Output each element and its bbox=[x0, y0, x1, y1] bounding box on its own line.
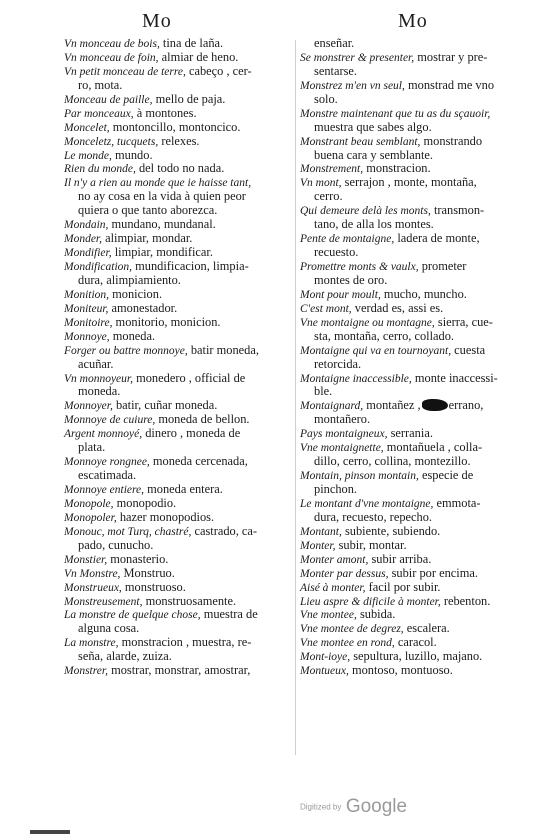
french-headword: Monnoyer, bbox=[64, 400, 113, 413]
french-headword: Vne montaignette, bbox=[300, 442, 384, 455]
french-headword: Pays montaigneux, bbox=[300, 428, 388, 441]
dictionary-line bbox=[300, 455, 522, 469]
spanish-gloss: moneda de bellon. bbox=[155, 412, 250, 427]
spanish-gloss: monasterio. bbox=[107, 551, 169, 566]
french-headword: Monstrement, bbox=[300, 163, 364, 176]
french-headword: Montueux, bbox=[300, 665, 349, 678]
dictionary-line bbox=[64, 455, 292, 469]
dictionary-line bbox=[300, 525, 522, 539]
running-head-right: Mo bbox=[398, 10, 428, 32]
french-headword: Vn monceau de bois, bbox=[64, 38, 160, 50]
spanish-gloss: montañuela , colla- bbox=[383, 440, 483, 455]
dictionary-line bbox=[64, 232, 292, 246]
spanish-gloss: mundano, mundanal. bbox=[108, 217, 216, 232]
dictionary-line bbox=[64, 525, 292, 539]
french-headword: Pente de montaigne, bbox=[300, 233, 395, 246]
french-headword: Le montant d'vne montaigne, bbox=[300, 497, 434, 510]
spanish-gloss: moneda cercenada, bbox=[149, 454, 248, 469]
dictionary-line bbox=[300, 483, 522, 497]
spanish-gloss: plata. bbox=[78, 440, 106, 455]
dictionary-line bbox=[300, 316, 522, 330]
spanish-gloss: montañez , bbox=[363, 398, 421, 413]
spanish-gloss: recuesto. bbox=[314, 245, 359, 260]
french-headword: Monition, bbox=[64, 288, 110, 301]
french-headword: Monstrez m'en vn seul, bbox=[300, 79, 405, 92]
spanish-gloss: no ay cosa en la vida à quien peor bbox=[78, 189, 246, 204]
spanish-gloss: montes de oro. bbox=[314, 272, 388, 287]
spanish-gloss: muestra de bbox=[200, 607, 258, 622]
dictionary-line bbox=[64, 316, 292, 330]
spanish-gloss: enseñar. bbox=[314, 36, 355, 50]
french-headword: Monnoye, bbox=[64, 330, 110, 343]
french-headword: Montaigne qui va en tournoyant, bbox=[300, 344, 452, 357]
spanish-gloss: hazer monopodios. bbox=[116, 509, 215, 524]
spanish-gloss: castrado, ca- bbox=[191, 523, 258, 538]
dictionary-line bbox=[64, 539, 292, 553]
dictionary-line bbox=[300, 65, 522, 79]
dictionary-line bbox=[64, 650, 292, 664]
dictionary-line bbox=[64, 399, 292, 413]
spanish-gloss: dura, recuesto, repecho. bbox=[314, 509, 432, 524]
spanish-gloss: buena cara y semblante. bbox=[314, 147, 434, 162]
spanish-gloss: dura, alimpiamiento. bbox=[78, 272, 181, 287]
spanish-gloss: almiar de heno. bbox=[158, 49, 239, 64]
dictionary-line bbox=[64, 190, 292, 204]
spanish-gloss: mundificacion, limpia- bbox=[132, 259, 249, 273]
right-column bbox=[300, 37, 522, 678]
dictionary-line bbox=[300, 107, 522, 121]
french-headword: Monstreusement, bbox=[64, 595, 143, 608]
french-headword: La monstre de quelque chose, bbox=[64, 609, 201, 622]
dictionary-line bbox=[300, 274, 522, 288]
dictionary-line bbox=[300, 636, 522, 650]
column-divider bbox=[295, 40, 296, 755]
french-headword: Monter amont, bbox=[300, 553, 369, 566]
dictionary-line bbox=[300, 302, 522, 316]
dictionary-line bbox=[64, 302, 292, 316]
dictionary-line bbox=[64, 37, 292, 51]
french-headword: Qui demeure delà les monts, bbox=[300, 205, 431, 218]
french-headword: Vne montee en rond, bbox=[300, 637, 395, 650]
spanish-gloss: mello de paja. bbox=[152, 91, 226, 106]
dictionary-line bbox=[64, 622, 292, 636]
french-headword: Monitoire, bbox=[64, 316, 113, 329]
dictionary-line bbox=[64, 581, 292, 595]
dictionary-line bbox=[64, 553, 292, 567]
french-headword: Montaignard, bbox=[300, 400, 364, 413]
dictionary-line bbox=[300, 121, 522, 135]
dictionary-line bbox=[300, 469, 522, 483]
french-headword: Il n'y a rien au monde que ie haisse tant, bbox=[64, 177, 252, 190]
dictionary-line bbox=[300, 288, 522, 302]
french-headword: Monstrer, bbox=[64, 665, 108, 678]
google-logo: Google bbox=[345, 796, 408, 817]
french-headword: Monouc, mot Turq, chastré, bbox=[64, 525, 192, 538]
spanish-gloss: dinero , moneda de bbox=[142, 426, 241, 441]
spanish-gloss: amonestador. bbox=[108, 300, 178, 315]
dictionary-line bbox=[64, 107, 292, 121]
french-headword: Vn monnoyeur, bbox=[64, 372, 133, 385]
spanish-gloss: monstruoso. bbox=[121, 579, 186, 594]
dictionary-line bbox=[300, 413, 522, 427]
spanish-gloss: tina de laña. bbox=[159, 36, 224, 50]
french-headword: Aisé à monter, bbox=[300, 581, 366, 594]
french-headword: Vne montee de degrez, bbox=[300, 623, 404, 636]
spanish-gloss: ro, mota. bbox=[78, 77, 123, 92]
french-headword: Mont pour moult, bbox=[300, 288, 381, 301]
spanish-gloss: escalera. bbox=[403, 621, 450, 636]
spanish-gloss: monicion. bbox=[109, 286, 163, 301]
spanish-gloss: monstracion. bbox=[363, 161, 431, 176]
dictionary-line bbox=[64, 636, 292, 650]
dictionary-line bbox=[64, 511, 292, 525]
french-headword: Le monde, bbox=[64, 149, 112, 162]
dictionary-line bbox=[64, 176, 292, 190]
dictionary-line bbox=[64, 218, 292, 232]
french-headword: Forger ou battre monnoye, bbox=[64, 344, 188, 357]
spanish-gloss: emmota- bbox=[433, 495, 481, 510]
digitized-watermark bbox=[300, 796, 407, 818]
spanish-gloss: montoso, montuoso. bbox=[348, 663, 453, 678]
spanish-gloss: subida. bbox=[356, 607, 396, 622]
running-head-left: Mo bbox=[142, 10, 172, 32]
dictionary-line bbox=[64, 608, 292, 622]
spanish-gloss: rebenton. bbox=[440, 593, 491, 608]
french-headword: Monopole, bbox=[64, 497, 114, 510]
french-headword: Vne montee, bbox=[300, 609, 357, 622]
dictionary-line bbox=[64, 358, 292, 372]
french-headword: Monstrant beau semblant, bbox=[300, 135, 421, 148]
dictionary-line bbox=[300, 176, 522, 190]
spanish-gloss: Monstruo. bbox=[120, 565, 175, 580]
spanish-gloss: alguna cosa. bbox=[78, 621, 140, 636]
spanish-gloss: monstracion , muestra, re- bbox=[118, 635, 252, 650]
spanish-gloss: cerro. bbox=[314, 189, 343, 204]
spanish-gloss: mucho, muncho. bbox=[380, 286, 467, 301]
scan-edge-mark bbox=[30, 830, 70, 834]
french-headword: Monstrueux, bbox=[64, 581, 122, 594]
dictionary-line bbox=[64, 330, 292, 344]
spanish-gloss: à montones. bbox=[133, 105, 197, 120]
spanish-gloss: pado, cunucho. bbox=[78, 537, 154, 552]
french-headword: Vn Monstre, bbox=[64, 567, 121, 580]
spanish-gloss: mundo. bbox=[111, 147, 153, 162]
spanish-gloss: montoncillo, montoncico. bbox=[109, 119, 241, 134]
french-headword: Monopoler, bbox=[64, 511, 117, 524]
french-headword: Vne montaigne ou montagne, bbox=[300, 316, 435, 329]
dictionary-line bbox=[300, 539, 522, 553]
dictionary-line bbox=[300, 204, 522, 218]
dictionary-line bbox=[64, 65, 292, 79]
french-headword: Mont-ioye, bbox=[300, 651, 351, 664]
spanish-gloss: prometer bbox=[418, 259, 467, 273]
french-headword: Monstre maintenant que tu as du sçauoir, bbox=[300, 107, 491, 120]
french-headword: Vn mont, bbox=[300, 177, 342, 190]
spanish-gloss: subir por encima. bbox=[388, 565, 478, 580]
dictionary-line bbox=[300, 581, 522, 595]
spanish-gloss: monte inaccessi- bbox=[411, 370, 498, 385]
dictionary-line bbox=[300, 553, 522, 567]
spanish-gloss: del todo no nada. bbox=[135, 161, 225, 176]
dictionary-line bbox=[300, 385, 522, 399]
dictionary-line bbox=[300, 190, 522, 204]
spanish-gloss: muestra que sabes algo. bbox=[314, 119, 432, 134]
spanish-gloss: sepultura, luzillo, majano. bbox=[350, 649, 483, 664]
dictionary-line bbox=[64, 51, 292, 65]
dictionary-line bbox=[64, 441, 292, 455]
dictionary-line bbox=[64, 79, 292, 93]
spanish-gloss: serrania. bbox=[387, 426, 433, 441]
spanish-gloss: sta, montaña, cerro, collado. bbox=[314, 328, 455, 343]
dictionary-line bbox=[300, 79, 522, 93]
dictionary-line bbox=[300, 260, 522, 274]
french-headword: Monnoye entiere, bbox=[64, 484, 145, 496]
french-headword: Mondifier, bbox=[64, 247, 112, 260]
dictionary-line bbox=[64, 483, 292, 497]
dictionary-line bbox=[64, 595, 292, 609]
digitized-label: Digitized by bbox=[300, 802, 342, 812]
spanish-gloss: quiera o que tanto aborezca. bbox=[78, 203, 218, 218]
spanish-gloss: limpiar, mondificar. bbox=[111, 245, 213, 260]
french-headword: Vn petit monceau de terre, bbox=[64, 65, 186, 78]
french-headword: Vn monceau de foin, bbox=[64, 51, 159, 64]
spanish-gloss: monitorio, monicion. bbox=[112, 314, 221, 329]
dictionary-line bbox=[300, 497, 522, 511]
dictionary-line bbox=[300, 51, 522, 65]
dictionary-line bbox=[300, 608, 522, 622]
dictionary-line bbox=[64, 413, 292, 427]
dictionary-line bbox=[300, 246, 522, 260]
french-headword: Monnoye rongnee, bbox=[64, 456, 150, 469]
french-headword: Monceau de paille, bbox=[64, 93, 153, 106]
spanish-gloss: subiente, subiendo. bbox=[341, 523, 441, 538]
dictionary-line bbox=[300, 372, 522, 386]
french-headword: Montain, pinson montain, bbox=[300, 470, 419, 483]
french-headword: Monter par dessus, bbox=[300, 567, 389, 580]
dictionary-line bbox=[64, 288, 292, 302]
spanish-gloss: facil por subir. bbox=[365, 579, 441, 594]
spanish-gloss: monstrando bbox=[420, 133, 483, 148]
spanish-gloss: moneda. bbox=[78, 384, 121, 399]
dictionary-line bbox=[300, 135, 522, 149]
dictionary-line bbox=[64, 274, 292, 288]
french-headword: Monnoye de cuiure, bbox=[64, 414, 156, 427]
dictionary-line bbox=[64, 260, 292, 274]
spanish-gloss: ble. bbox=[314, 384, 333, 399]
french-headword: Monceletz, tucquets, bbox=[64, 135, 159, 148]
spanish-gloss: subir arriba. bbox=[368, 551, 432, 566]
dictionary-line bbox=[64, 121, 292, 135]
spanish-gloss: mostrar y pre- bbox=[414, 49, 488, 64]
spanish-gloss: moneda. bbox=[109, 328, 156, 343]
french-headword: Montaigne inaccessible, bbox=[300, 372, 412, 385]
spanish-gloss: tano, de alla los montes. bbox=[314, 217, 434, 232]
french-headword: Par monceaux, bbox=[64, 107, 134, 120]
french-headword: Mondification, bbox=[64, 261, 133, 273]
dictionary-line bbox=[64, 93, 292, 107]
spanish-gloss: transmon- bbox=[430, 203, 485, 218]
dictionary-line bbox=[300, 427, 522, 441]
dictionary-line bbox=[300, 330, 522, 344]
left-column bbox=[64, 37, 292, 678]
dictionary-line bbox=[64, 567, 292, 581]
dictionary-line bbox=[64, 135, 292, 149]
spanish-gloss: monedero , official de bbox=[133, 370, 246, 385]
french-headword: C'est mont, bbox=[300, 302, 352, 315]
spanish-gloss: seña, alarde, zuiza. bbox=[78, 649, 172, 664]
spanish-gloss: serrajon , monte, montaña, bbox=[341, 175, 477, 190]
ink-blot bbox=[422, 399, 448, 411]
french-headword: La monstre, bbox=[64, 637, 119, 650]
spanish-gloss: ladera de monte, bbox=[394, 231, 480, 246]
spanish-gloss: monopodio. bbox=[113, 495, 177, 510]
spanish-gloss: sentarse. bbox=[314, 63, 358, 78]
spanish-gloss: monstruosamente. bbox=[142, 593, 237, 608]
spanish-gloss: caracol. bbox=[394, 635, 437, 650]
dictionary-line bbox=[300, 149, 522, 163]
spanish-gloss: alimpiar, mondar. bbox=[102, 231, 193, 246]
spanish-gloss: errano, bbox=[448, 398, 484, 413]
spanish-gloss: cabeço , cer- bbox=[185, 63, 252, 78]
spanish-gloss: cuesta bbox=[451, 342, 486, 357]
french-headword: Mondain, bbox=[64, 219, 109, 232]
french-headword: Monder, bbox=[64, 233, 103, 246]
dictionary-line bbox=[300, 441, 522, 455]
dictionary-line bbox=[64, 149, 292, 163]
french-headword: Argent monnoyé, bbox=[64, 428, 143, 441]
spanish-gloss: pinchon. bbox=[314, 482, 358, 496]
french-headword: Monstier, bbox=[64, 553, 108, 566]
spanish-gloss: escatimada. bbox=[78, 468, 137, 483]
dictionary-line bbox=[64, 344, 292, 358]
spanish-gloss: verdad es, assi es. bbox=[351, 300, 444, 315]
french-headword: Lieu aspre & dificile à monter, bbox=[300, 595, 441, 608]
dictionary-line bbox=[300, 162, 522, 176]
spanish-gloss: monstrad me vno bbox=[404, 77, 495, 92]
dictionary-line bbox=[300, 358, 522, 372]
dictionary-line bbox=[300, 232, 522, 246]
spanish-gloss: dillo, cerro, collina, montezillo. bbox=[314, 454, 471, 469]
dictionary-line bbox=[300, 218, 522, 232]
dictionary-line bbox=[64, 246, 292, 260]
dictionary-line bbox=[64, 469, 292, 483]
spanish-gloss: mostrar, monstrar, amostrar, bbox=[107, 663, 251, 678]
dictionary-line bbox=[300, 567, 522, 581]
dictionary-line bbox=[64, 497, 292, 511]
spanish-gloss: batir moneda, bbox=[187, 342, 259, 357]
dictionary-line bbox=[300, 344, 522, 358]
french-headword: Se monstrer & presenter, bbox=[300, 51, 415, 64]
french-headword: Moniteur, bbox=[64, 302, 109, 315]
french-headword: Moncelet, bbox=[64, 121, 110, 134]
dictionary-line bbox=[64, 664, 292, 678]
dictionary-line bbox=[64, 162, 292, 176]
spanish-gloss: subir, montar. bbox=[335, 537, 407, 552]
spanish-gloss: montañero. bbox=[314, 412, 371, 427]
dictionary-line bbox=[300, 399, 522, 413]
page-header bbox=[0, 10, 555, 34]
dictionary-line bbox=[300, 664, 522, 678]
spanish-gloss: relexes. bbox=[158, 133, 200, 148]
spanish-gloss: retorcida. bbox=[314, 356, 362, 371]
dictionary-line bbox=[300, 622, 522, 636]
spanish-gloss: sierra, cue- bbox=[434, 314, 493, 329]
dictionary-line bbox=[64, 204, 292, 218]
french-headword: Promettre monts & vaulx, bbox=[300, 261, 419, 273]
dictionary-line bbox=[64, 427, 292, 441]
french-headword: Rien du monde, bbox=[64, 163, 136, 176]
dictionary-line bbox=[64, 385, 292, 399]
french-headword: Montant, bbox=[300, 525, 342, 538]
spanish-gloss: solo. bbox=[314, 91, 338, 106]
spanish-gloss: batir, cuñar moneda. bbox=[112, 398, 218, 413]
spanish-gloss: especie de bbox=[418, 468, 474, 483]
dictionary-line bbox=[64, 372, 292, 386]
dictionary-line bbox=[300, 37, 522, 51]
dictionary-line bbox=[300, 650, 522, 664]
dictionary-line bbox=[300, 595, 522, 609]
dictionary-line bbox=[300, 511, 522, 525]
dictionary-line bbox=[300, 93, 522, 107]
french-headword: Monter, bbox=[300, 539, 336, 552]
spanish-gloss: acuñar. bbox=[78, 356, 114, 371]
spanish-gloss: moneda entera. bbox=[144, 482, 223, 496]
